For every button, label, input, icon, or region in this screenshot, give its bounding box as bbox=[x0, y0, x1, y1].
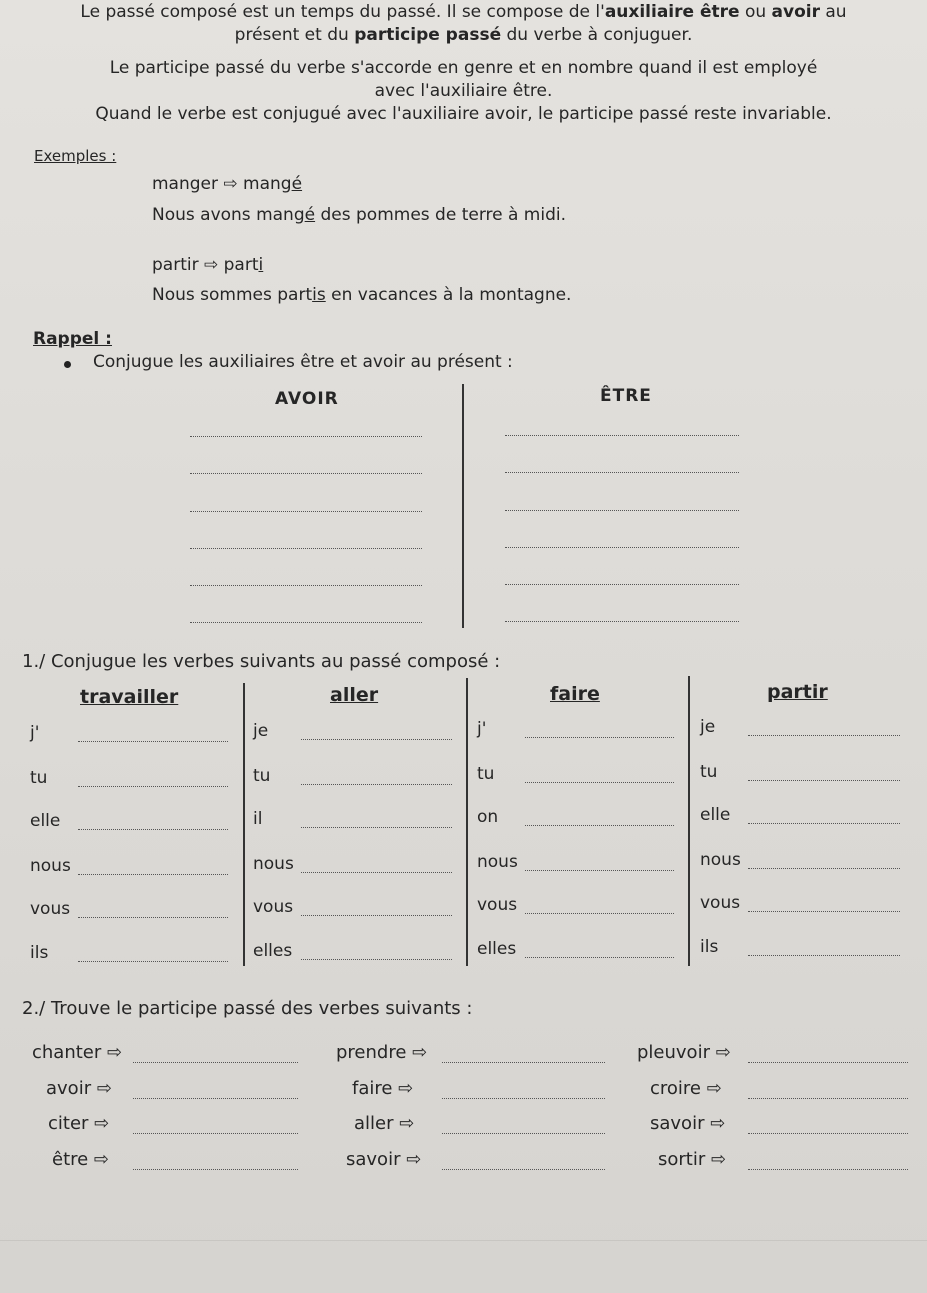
paper-fold bbox=[0, 1240, 927, 1241]
answer-line[interactable] bbox=[133, 1133, 298, 1134]
answer-line-avoir[interactable] bbox=[190, 511, 422, 512]
answer-line[interactable] bbox=[442, 1169, 605, 1170]
verb-prompt: croire ⇨ bbox=[650, 1078, 722, 1099]
answer-line-etre[interactable] bbox=[505, 584, 739, 585]
answer-line[interactable] bbox=[78, 786, 228, 787]
intro-line-1 bbox=[0, 2, 927, 22]
pronoun-label: il bbox=[253, 809, 263, 829]
pronoun-label: ils bbox=[700, 937, 719, 957]
answer-line[interactable] bbox=[78, 829, 228, 830]
rappel-title: Rappel : bbox=[33, 329, 112, 349]
verb-prompt: sortir ⇨ bbox=[658, 1149, 727, 1170]
verb-prompt: avoir ⇨ bbox=[46, 1078, 112, 1099]
column-divider bbox=[243, 683, 245, 966]
example-text: Nous sommes part bbox=[152, 285, 313, 305]
answer-line[interactable] bbox=[748, 735, 900, 736]
answer-line-etre[interactable] bbox=[505, 547, 739, 548]
answer-line[interactable] bbox=[525, 957, 674, 958]
pronoun-label: je bbox=[700, 717, 716, 737]
pronoun-label: vous bbox=[700, 893, 741, 913]
answer-line[interactable] bbox=[525, 870, 674, 871]
verb-prompt: citer ⇨ bbox=[48, 1113, 110, 1134]
example-2 bbox=[152, 205, 566, 225]
examples-title: Exemples : bbox=[34, 147, 117, 165]
pronoun-label: vous bbox=[30, 899, 71, 919]
column-header-avoir: AVOIR bbox=[275, 389, 339, 409]
pronoun-label: tu bbox=[477, 764, 495, 784]
answer-line[interactable] bbox=[78, 961, 228, 962]
pronoun-label: nous bbox=[30, 856, 71, 876]
pronoun-label: nous bbox=[253, 854, 294, 874]
pronoun-label: j' bbox=[477, 719, 487, 739]
answer-line[interactable] bbox=[78, 917, 228, 918]
answer-line-etre[interactable] bbox=[505, 621, 739, 622]
pronoun-label: tu bbox=[700, 762, 718, 782]
answer-line[interactable] bbox=[133, 1169, 298, 1170]
verb-prompt: être ⇨ bbox=[52, 1149, 110, 1170]
pronoun-label: ils bbox=[30, 943, 49, 963]
intro-text: présent et du bbox=[234, 25, 355, 45]
answer-line[interactable] bbox=[748, 1169, 908, 1170]
verb-header-partir: partir bbox=[767, 681, 828, 703]
auxiliaires-divider bbox=[462, 384, 464, 628]
answer-line[interactable] bbox=[301, 915, 452, 916]
answer-line[interactable] bbox=[442, 1062, 605, 1063]
answer-line-avoir[interactable] bbox=[190, 585, 422, 586]
verb-header-aller: aller bbox=[330, 684, 379, 706]
intro-line-2 bbox=[0, 25, 927, 45]
answer-line-avoir[interactable] bbox=[190, 436, 422, 437]
intro-bold-aux-avoir: avoir bbox=[771, 2, 820, 22]
intro-bold-participe: participe passé bbox=[354, 25, 502, 45]
verb-prompt: aller ⇨ bbox=[354, 1113, 415, 1134]
example-text: des pommes de terre à midi. bbox=[315, 205, 567, 225]
exercise-2-title: 2./ Trouve le participe passé des verbes suivants : bbox=[22, 998, 473, 1019]
intro-line-5: Quand le verbe est conjugué avec l'auxiliaire avoir, le participe passé reste invariable. bbox=[95, 104, 832, 124]
pronoun-label: vous bbox=[253, 897, 294, 917]
pronoun-label: nous bbox=[477, 852, 518, 872]
verb-prompt: prendre ⇨ bbox=[336, 1042, 428, 1063]
verb-prompt: chanter ⇨ bbox=[32, 1042, 123, 1063]
answer-line[interactable] bbox=[748, 911, 900, 912]
answer-line[interactable] bbox=[525, 737, 674, 738]
pronoun-label: tu bbox=[253, 766, 271, 786]
answer-line[interactable] bbox=[525, 825, 674, 826]
answer-line[interactable] bbox=[525, 782, 674, 783]
answer-line[interactable] bbox=[301, 959, 452, 960]
answer-line[interactable] bbox=[442, 1133, 605, 1134]
pronoun-label: vous bbox=[477, 895, 518, 915]
example-ending: é bbox=[291, 174, 303, 194]
answer-line[interactable] bbox=[748, 955, 900, 956]
pronoun-label: je bbox=[253, 721, 269, 741]
pronoun-label: elles bbox=[477, 939, 517, 959]
intro-text: du verbe à conjuguer. bbox=[501, 25, 693, 45]
answer-line[interactable] bbox=[78, 741, 228, 742]
answer-line-avoir[interactable] bbox=[190, 473, 422, 474]
rappel-instruction: Conjugue les auxiliaires être et avoir au présent : bbox=[93, 352, 513, 372]
answer-line[interactable] bbox=[133, 1098, 298, 1099]
verb-header-travailler: travailler bbox=[80, 686, 179, 708]
bullet-icon bbox=[64, 361, 71, 368]
column-divider bbox=[466, 678, 468, 966]
answer-line[interactable] bbox=[748, 1133, 908, 1134]
example-text: Nous avons mang bbox=[152, 205, 305, 225]
example-text: manger ⇨ mang bbox=[152, 174, 292, 194]
answer-line-etre[interactable] bbox=[505, 435, 739, 436]
example-ending: i bbox=[258, 255, 264, 275]
answer-line[interactable] bbox=[301, 739, 452, 740]
example-4 bbox=[152, 285, 571, 305]
answer-line[interactable] bbox=[748, 823, 900, 824]
pronoun-label: elle bbox=[700, 805, 731, 825]
intro-line-4: avec l'auxiliaire être. bbox=[374, 81, 553, 101]
pronoun-label: tu bbox=[30, 768, 48, 788]
column-divider bbox=[688, 676, 690, 966]
example-text: en vacances à la montagne. bbox=[325, 285, 572, 305]
answer-line[interactable] bbox=[78, 874, 228, 875]
pronoun-label: on bbox=[477, 807, 499, 827]
pronoun-label: elles bbox=[253, 941, 293, 961]
pronoun-label: j' bbox=[30, 723, 40, 743]
answer-line[interactable] bbox=[442, 1098, 605, 1099]
answer-line-avoir[interactable] bbox=[190, 548, 422, 549]
answer-line[interactable] bbox=[301, 872, 452, 873]
answer-line[interactable] bbox=[748, 1098, 908, 1099]
answer-line-avoir[interactable] bbox=[190, 622, 422, 623]
pronoun-label: elle bbox=[30, 811, 61, 831]
verb-prompt: savoir ⇨ bbox=[346, 1149, 422, 1170]
answer-line-etre[interactable] bbox=[505, 472, 739, 473]
verb-header-faire: faire bbox=[550, 683, 600, 705]
answer-line[interactable] bbox=[301, 784, 452, 785]
intro-text: ou bbox=[739, 2, 772, 22]
answer-line[interactable] bbox=[133, 1062, 298, 1063]
column-header-etre: ÊTRE bbox=[600, 386, 652, 406]
answer-line[interactable] bbox=[525, 913, 674, 914]
verb-prompt: savoir ⇨ bbox=[650, 1113, 726, 1134]
answer-line-etre[interactable] bbox=[505, 510, 739, 511]
intro-text: au bbox=[819, 2, 847, 22]
intro-text: Le passé composé est un temps du passé. Il se compose de l' bbox=[80, 2, 605, 22]
example-ending: é bbox=[304, 205, 316, 225]
intro-bold-aux-etre: auxiliaire être bbox=[604, 2, 740, 22]
exercise-1-title: 1./ Conjugue les verbes suivants au passé composé : bbox=[22, 651, 501, 672]
example-1 bbox=[152, 174, 302, 194]
verb-prompt: pleuvoir ⇨ bbox=[637, 1042, 731, 1063]
verb-prompt: faire ⇨ bbox=[352, 1078, 414, 1099]
example-text: partir ⇨ part bbox=[152, 255, 259, 275]
pronoun-label: nous bbox=[700, 850, 741, 870]
answer-line[interactable] bbox=[748, 1062, 908, 1063]
example-ending: is bbox=[312, 285, 326, 305]
answer-line[interactable] bbox=[301, 827, 452, 828]
example-3 bbox=[152, 255, 263, 275]
intro-line-3: Le participe passé du verbe s'accorde en genre et en nombre quand il est employé bbox=[109, 58, 818, 78]
answer-line[interactable] bbox=[748, 868, 900, 869]
answer-line[interactable] bbox=[748, 780, 900, 781]
